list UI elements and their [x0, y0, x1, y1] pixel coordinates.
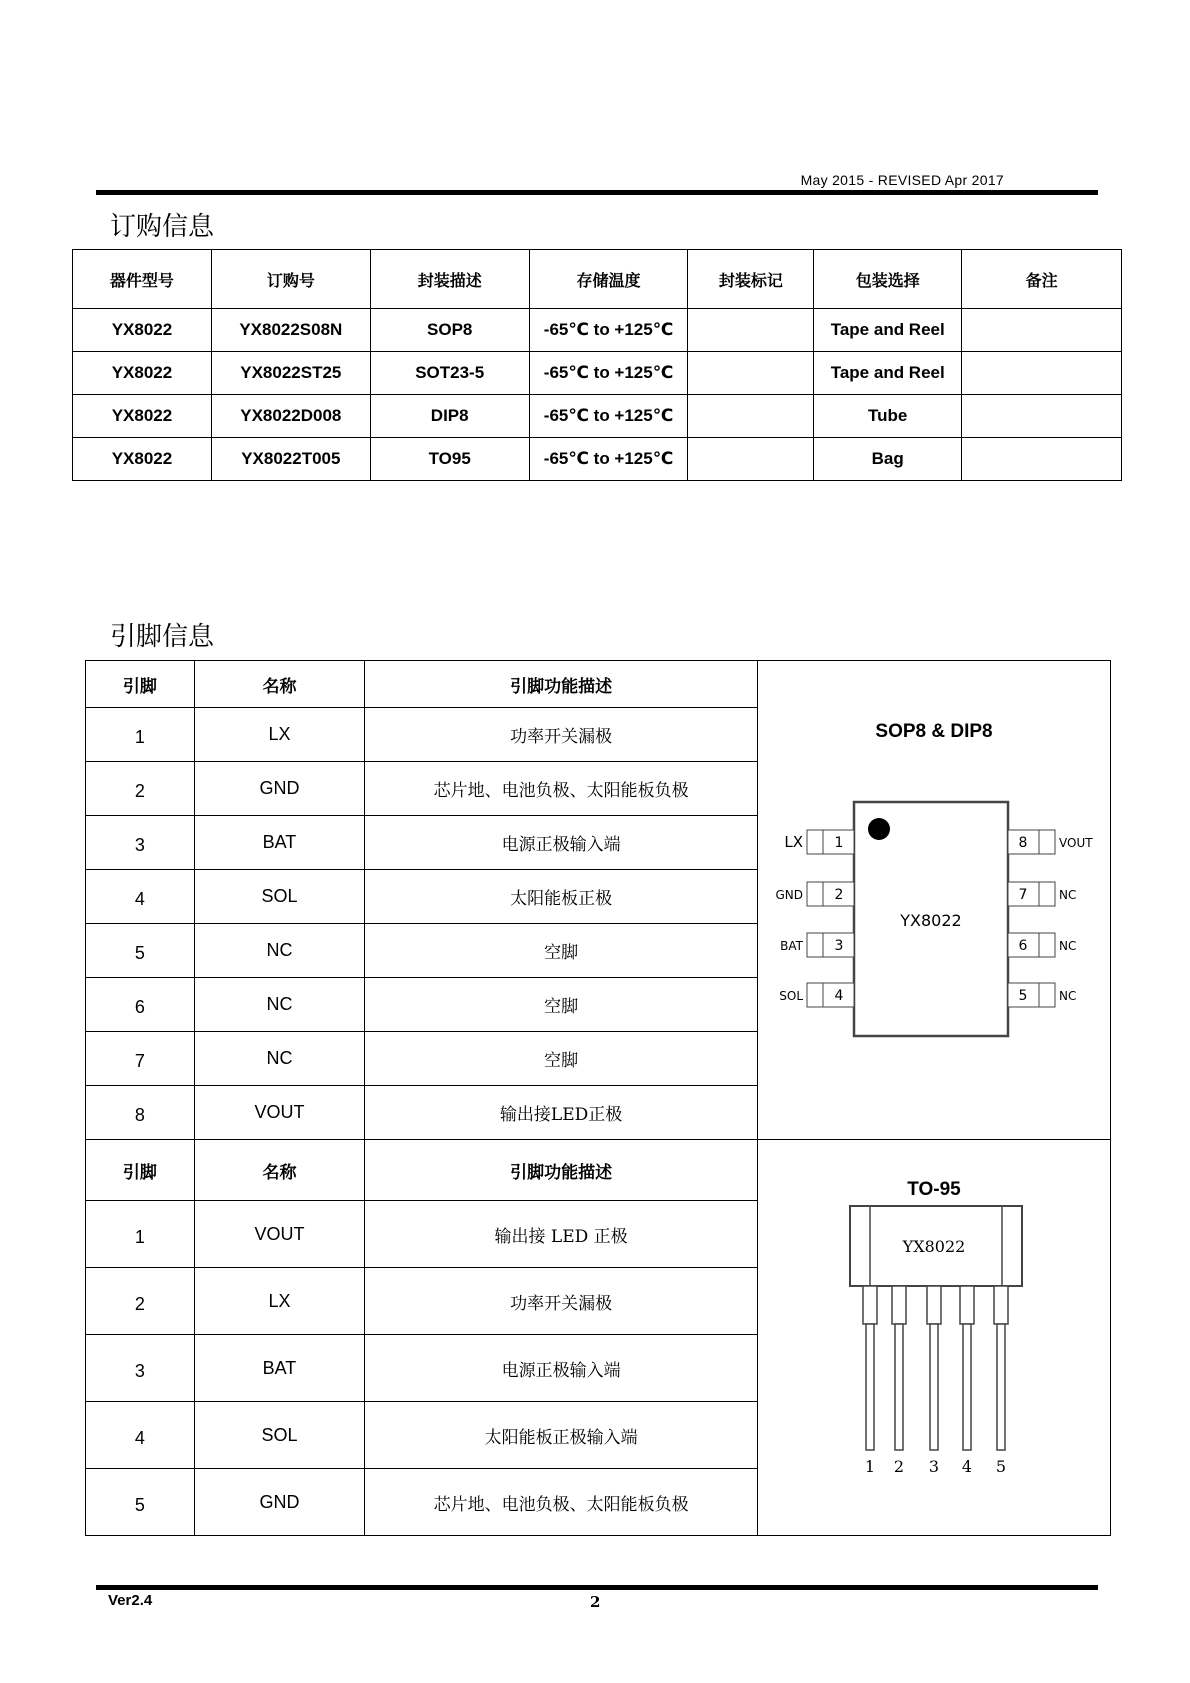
sop8-left-pin-name: LX: [784, 833, 803, 851]
to95-pin-number: 2: [893, 1457, 905, 1476]
ordering-row: [73, 395, 1122, 438]
ordering-cell: YX8022: [73, 438, 212, 481]
sop8-left-pin-lead: [807, 830, 823, 854]
sop8-right-pin-lead: [1039, 983, 1055, 1007]
ordering-cell: YX8022T005: [211, 438, 370, 481]
pin-header-row: [86, 661, 1111, 708]
pin-header-cell: 引脚功能描述: [365, 1140, 758, 1201]
pin-cell: 空脚: [365, 924, 758, 978]
ordering-header-cell: 订购号: [211, 250, 370, 309]
to95-lead-shoulder: [892, 1286, 906, 1324]
to95-chip-label: YX8022: [902, 1237, 966, 1256]
pin-header-cell: 引脚功能描述: [365, 661, 758, 708]
ordering-cell: [688, 309, 814, 352]
ordering-row: [73, 352, 1122, 395]
pin-header-row: [86, 1140, 1111, 1201]
pin-cell: 电源正极输入端: [365, 1335, 758, 1402]
pin-cell: 2: [86, 762, 195, 816]
ordering-cell: DIP8: [370, 395, 529, 438]
pin-info-title: 引脚信息: [110, 622, 215, 652]
ordering-header-cell: 器件型号: [73, 250, 212, 309]
to95-lead: [997, 1324, 1005, 1450]
ordering-header-cell: 备注: [962, 250, 1122, 309]
pin-cell: BAT: [194, 1335, 365, 1402]
sop8-right-pin-name: NC: [1058, 939, 1077, 953]
sop8-left-pin-number: 2: [834, 887, 844, 903]
sop8-left-pin-lead: [807, 933, 823, 957]
to95-pin-number: 3: [928, 1457, 940, 1476]
ordering-cell: [688, 395, 814, 438]
pin-table: [85, 660, 1111, 1536]
pin-cell: 输出接 LED 正极: [365, 1201, 758, 1268]
pin-cell: 7: [86, 1032, 195, 1086]
ordering-cell: YX8022ST25: [211, 352, 370, 395]
pin-cell: 芯片地、电池负极、太阳能板负极: [365, 1469, 758, 1536]
pin-cell: 电源正极输入端: [365, 816, 758, 870]
pin-cell: 太阳能板正极: [365, 870, 758, 924]
ordering-cell: YX8022: [73, 309, 212, 352]
sop8-right-pin-number: 7: [1018, 887, 1028, 903]
ordering-cell: YX8022: [73, 352, 212, 395]
pin-cell: NC: [194, 924, 365, 978]
pin-cell: SOL: [194, 1402, 365, 1469]
to95-lead-shoulder: [863, 1286, 877, 1324]
to95-lead: [866, 1324, 874, 1450]
revision-date: May 2015 - REVISED Apr 2017: [800, 172, 1004, 188]
pin-cell: NC: [194, 978, 365, 1032]
pin-cell: 2: [86, 1268, 195, 1335]
ordering-cell: TO95: [370, 438, 529, 481]
pin-cell: 功率开关漏极: [365, 1268, 758, 1335]
pin-cell: 4: [86, 1402, 195, 1469]
sop8-left-pin-lead: [807, 882, 823, 906]
ordering-cell: YX8022D008: [211, 395, 370, 438]
ordering-row: [73, 309, 1122, 352]
sop8-right-pin-number: 5: [1018, 988, 1028, 1004]
sop8-right-pin-lead: [1039, 933, 1055, 957]
pin-cell: 3: [86, 1335, 195, 1402]
to95-pin-number: 4: [961, 1457, 973, 1476]
ordering-header-cell: 包装选择: [814, 250, 962, 309]
ordering-row: [73, 438, 1122, 481]
to95-lead: [963, 1324, 971, 1450]
ordering-cell: Tape and Reel: [814, 352, 962, 395]
pin-cell: GND: [194, 1469, 365, 1536]
ordering-table: [72, 249, 1122, 481]
pin-cell: 4: [86, 870, 195, 924]
pin-cell: 空脚: [365, 1032, 758, 1086]
sop8-left-pin-name: GND: [775, 888, 803, 902]
pin-cell: NC: [194, 1032, 365, 1086]
pin-cell: LX: [194, 708, 365, 762]
pin-cell: 输出接LED正极: [365, 1086, 758, 1140]
ordering-header-cell: 封装描述: [370, 250, 529, 309]
ordering-cell: [962, 309, 1122, 352]
sop8-chip-label: YX8022: [900, 911, 962, 930]
to95-lead-shoulder: [960, 1286, 974, 1324]
pin-cell: 5: [86, 924, 195, 978]
pin-cell: 功率开关漏极: [365, 708, 758, 762]
pin-cell: 1: [86, 1201, 195, 1268]
ordering-cell: YX8022S08N: [211, 309, 370, 352]
pin-cell: GND: [194, 762, 365, 816]
sop8-left-pin-name: SOL: [779, 989, 803, 1003]
sop8-right-pin-number: 6: [1018, 938, 1028, 954]
pin-cell: VOUT: [194, 1201, 365, 1268]
diagram-cell: [757, 1140, 1110, 1536]
ordering-cell: -65℃ to +125℃: [529, 438, 688, 481]
ordering-cell: [688, 352, 814, 395]
diagram-cell: [757, 661, 1110, 1140]
pin-cell: BAT: [194, 816, 365, 870]
to95-pin-number: 5: [995, 1457, 1007, 1476]
pin-cell: VOUT: [194, 1086, 365, 1140]
sop8-left-pin-number: 3: [834, 938, 844, 954]
sop8-left-pin-name: BAT: [780, 939, 803, 953]
pin-header-cell: 引脚: [86, 661, 195, 708]
ordering-header-cell: 存储温度: [529, 250, 688, 309]
pin-cell: LX: [194, 1268, 365, 1335]
ordering-cell: [962, 395, 1122, 438]
pin-header-cell: 名称: [194, 661, 365, 708]
ordering-cell: [688, 438, 814, 481]
sop8-right-pin-lead: [1039, 830, 1055, 854]
ordering-cell: YX8022: [73, 395, 212, 438]
ordering-cell: -65℃ to +125℃: [529, 395, 688, 438]
ordering-cell: Bag: [814, 438, 962, 481]
sop8-title: SOP8 & DIP8: [875, 721, 993, 742]
pin-header-cell: 引脚: [86, 1140, 195, 1201]
header-rule: [96, 190, 1098, 195]
pin-cell: 太阳能板正极输入端: [365, 1402, 758, 1469]
to95-title: TO-95: [907, 1179, 961, 1200]
ordering-header-row: [73, 250, 1122, 309]
ordering-cell: SOP8: [370, 309, 529, 352]
to95-lead-shoulder: [994, 1286, 1008, 1324]
pin-cell: 6: [86, 978, 195, 1032]
sop8-left-pin-number: 4: [834, 988, 844, 1004]
footer-rule: [96, 1585, 1098, 1590]
sop8-left-pin-number: 1: [834, 835, 844, 851]
sop8-right-pin-name: VOUT: [1058, 836, 1093, 850]
pin1-marker-dot: [868, 818, 890, 840]
sop8-right-pin-name: NC: [1058, 888, 1077, 902]
pin-cell: 8: [86, 1086, 195, 1140]
pin-cell: 1: [86, 708, 195, 762]
pin-cell: SOL: [194, 870, 365, 924]
pin-cell: 芯片地、电池负极、太阳能板负极: [365, 762, 758, 816]
pin-cell: 5: [86, 1469, 195, 1536]
version-label: Ver2.4: [108, 1592, 153, 1609]
pin-cell: 3: [86, 816, 195, 870]
sop8-right-pin-number: 8: [1018, 835, 1028, 851]
to95-pin-number: 1: [864, 1457, 876, 1476]
sop8-right-pin-name: NC: [1058, 989, 1077, 1003]
sop8-right-pin-lead: [1039, 882, 1055, 906]
to95-lead: [895, 1324, 903, 1450]
ordering-cell: -65℃ to +125℃: [529, 309, 688, 352]
sop8-left-pin-lead: [807, 983, 823, 1007]
ordering-cell: SOT23-5: [370, 352, 529, 395]
to95-pinout-diagram: [758, 1140, 1110, 1530]
page-number: 2: [590, 1593, 601, 1611]
ordering-cell: Tape and Reel: [814, 309, 962, 352]
ordering-header-cell: 封装标记: [688, 250, 814, 309]
sop8-pinout-diagram: [758, 661, 1110, 1121]
pin-header-cell: 名称: [194, 1140, 365, 1201]
ordering-cell: [962, 352, 1122, 395]
ordering-title: 订购信息: [110, 212, 215, 242]
ordering-cell: [962, 438, 1122, 481]
ordering-cell: Tube: [814, 395, 962, 438]
pin-cell: 空脚: [365, 978, 758, 1032]
to95-lead: [930, 1324, 938, 1450]
to95-lead-shoulder: [927, 1286, 941, 1324]
ordering-cell: -65℃ to +125℃: [529, 352, 688, 395]
